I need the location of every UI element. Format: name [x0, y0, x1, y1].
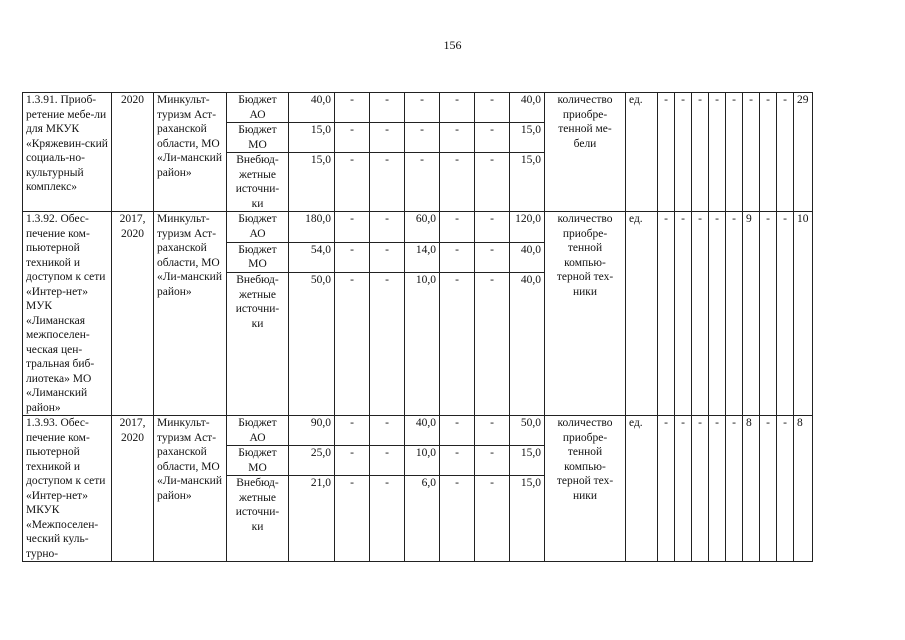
measure-name: 1.3.91. Приоб-ретение мебе-ли для МКУК «Кряжевин-ский социаль-но-культурный комплекс»	[23, 93, 112, 212]
measure-year: 2020	[112, 93, 154, 212]
funding-value: 10,0	[405, 273, 440, 416]
funding-value: -	[405, 123, 440, 153]
indicator-target: -	[692, 93, 709, 212]
indicator-target: -	[743, 93, 760, 212]
indicator-target: -	[777, 93, 794, 212]
indicator-target: 8	[794, 416, 813, 562]
funding-value: 40,0	[405, 416, 440, 446]
indicator-target: -	[726, 212, 743, 416]
measure-year: 2017, 2020	[112, 212, 154, 416]
funding-value: 10,0	[405, 446, 440, 476]
funding-value: 50,0	[510, 416, 545, 446]
funding-source: Бюджет МО	[227, 123, 289, 153]
funding-value: -	[370, 273, 405, 416]
table-body	[23, 93, 813, 562]
measure-year: 2017, 2020	[112, 416, 154, 562]
funding-source: Бюджет АО	[227, 93, 289, 123]
indicator-unit: ед.	[626, 212, 658, 416]
funding-value: -	[475, 242, 510, 273]
table-row	[23, 212, 813, 243]
funding-value: -	[475, 476, 510, 562]
funding-value: -	[440, 446, 475, 476]
table-row	[23, 416, 813, 446]
funding-value: -	[335, 93, 370, 123]
measure-executor: Минкульт-туризм Аст-раханской области, МО «Ли-манский район»	[154, 212, 227, 416]
funding-value: 180,0	[289, 212, 335, 243]
funding-value: 15,0	[289, 153, 335, 212]
funding-value: -	[370, 212, 405, 243]
funding-value: 40,0	[510, 93, 545, 123]
funding-value: 15,0	[510, 123, 545, 153]
indicator-target: -	[760, 93, 777, 212]
program-table	[22, 92, 813, 562]
funding-value: 14,0	[405, 242, 440, 273]
indicator-target: -	[709, 93, 726, 212]
funding-value: 25,0	[289, 446, 335, 476]
funding-source: Бюджет МО	[227, 446, 289, 476]
funding-value: 15,0	[510, 446, 545, 476]
funding-value: -	[475, 212, 510, 243]
funding-source: Внебюд-жетные источни-ки	[227, 476, 289, 562]
funding-value: -	[440, 153, 475, 212]
funding-value: -	[335, 416, 370, 446]
indicator-target: -	[777, 416, 794, 562]
funding-value: -	[440, 273, 475, 416]
indicator-target: -	[658, 93, 675, 212]
indicator-target: 8	[743, 416, 760, 562]
page-number: 156	[443, 38, 462, 52]
indicator-target: -	[675, 416, 692, 562]
indicator-target: -	[675, 93, 692, 212]
funding-source: Бюджет АО	[227, 416, 289, 446]
funding-value: -	[405, 153, 440, 212]
funding-value: 54,0	[289, 242, 335, 273]
funding-value: -	[370, 446, 405, 476]
funding-value: 50,0	[289, 273, 335, 416]
funding-value: -	[335, 212, 370, 243]
funding-value: 120,0	[510, 212, 545, 243]
indicator-name: количество приобре-тенной ме-бели	[545, 93, 626, 212]
funding-value: -	[475, 93, 510, 123]
indicator-target: -	[777, 212, 794, 416]
indicator-target: -	[760, 212, 777, 416]
funding-value: -	[370, 93, 405, 123]
indicator-target: 9	[743, 212, 760, 416]
measure-name: 1.3.93. Обес-печение ком-пьютерной техникой и доступом к сети «Интер-нет» МКУК «Межпоселен-ческий куль-турно-	[23, 416, 112, 562]
indicator-target: 29	[794, 93, 813, 212]
funding-value: -	[475, 123, 510, 153]
funding-source: Бюджет АО	[227, 212, 289, 243]
funding-value: -	[370, 416, 405, 446]
indicator-target: -	[726, 416, 743, 562]
funding-value: -	[475, 416, 510, 446]
funding-value: -	[370, 242, 405, 273]
indicator-name: количество приобре-тенной компью-терной тех-ники	[545, 416, 626, 562]
funding-source: Бюджет МО	[227, 242, 289, 273]
funding-value: -	[335, 242, 370, 273]
funding-value: 21,0	[289, 476, 335, 562]
funding-source: Внебюд-жетные источни-ки	[227, 153, 289, 212]
indicator-unit: ед.	[626, 93, 658, 212]
indicator-target: -	[692, 212, 709, 416]
funding-value: 40,0	[289, 93, 335, 123]
funding-value: -	[475, 446, 510, 476]
funding-value: 6,0	[405, 476, 440, 562]
funding-value: -	[475, 273, 510, 416]
funding-value: -	[440, 123, 475, 153]
funding-value: 60,0	[405, 212, 440, 243]
funding-value: 90,0	[289, 416, 335, 446]
indicator-unit: ед.	[626, 416, 658, 562]
funding-value: -	[370, 476, 405, 562]
funding-value: -	[440, 416, 475, 446]
funding-value: -	[440, 93, 475, 123]
funding-value: 40,0	[510, 273, 545, 416]
funding-source: Внебюд-жетные источни-ки	[227, 273, 289, 416]
funding-value: 40,0	[510, 242, 545, 273]
funding-value: -	[440, 476, 475, 562]
indicator-target: -	[760, 416, 777, 562]
indicator-target: 10	[794, 212, 813, 416]
indicator-target: -	[658, 416, 675, 562]
indicator-target: -	[675, 212, 692, 416]
measure-executor: Минкульт-туризм Аст-раханской области, МО «Ли-манский район»	[154, 416, 227, 562]
funding-value: -	[440, 212, 475, 243]
funding-value: -	[440, 242, 475, 273]
measure-executor: Минкульт-туризм Аст-раханской области, МО «Ли-манский район»	[154, 93, 227, 212]
table-row	[23, 93, 813, 123]
indicator-target: -	[692, 416, 709, 562]
funding-value: -	[335, 123, 370, 153]
funding-value: -	[335, 476, 370, 562]
funding-value: -	[405, 93, 440, 123]
funding-value: 15,0	[289, 123, 335, 153]
funding-value: -	[335, 273, 370, 416]
indicator-target: -	[709, 212, 726, 416]
indicator-target: -	[726, 93, 743, 212]
measure-name: 1.3.92. Обес-печение ком-пьютерной техникой и доступом к сети «Интер-нет» МУК «Лиманская межпоселен-ческая цен-тральная биб-лиотека» МО «Лиманский район»	[23, 212, 112, 416]
indicator-target: -	[658, 212, 675, 416]
funding-value: -	[335, 446, 370, 476]
indicator-target: -	[709, 416, 726, 562]
funding-value: -	[335, 153, 370, 212]
funding-value: -	[370, 153, 405, 212]
funding-value: -	[475, 153, 510, 212]
indicator-name: количество приобре-тенной компью-терной тех-ники	[545, 212, 626, 416]
funding-value: -	[370, 123, 405, 153]
funding-value: 15,0	[510, 153, 545, 212]
funding-value: 15,0	[510, 476, 545, 562]
